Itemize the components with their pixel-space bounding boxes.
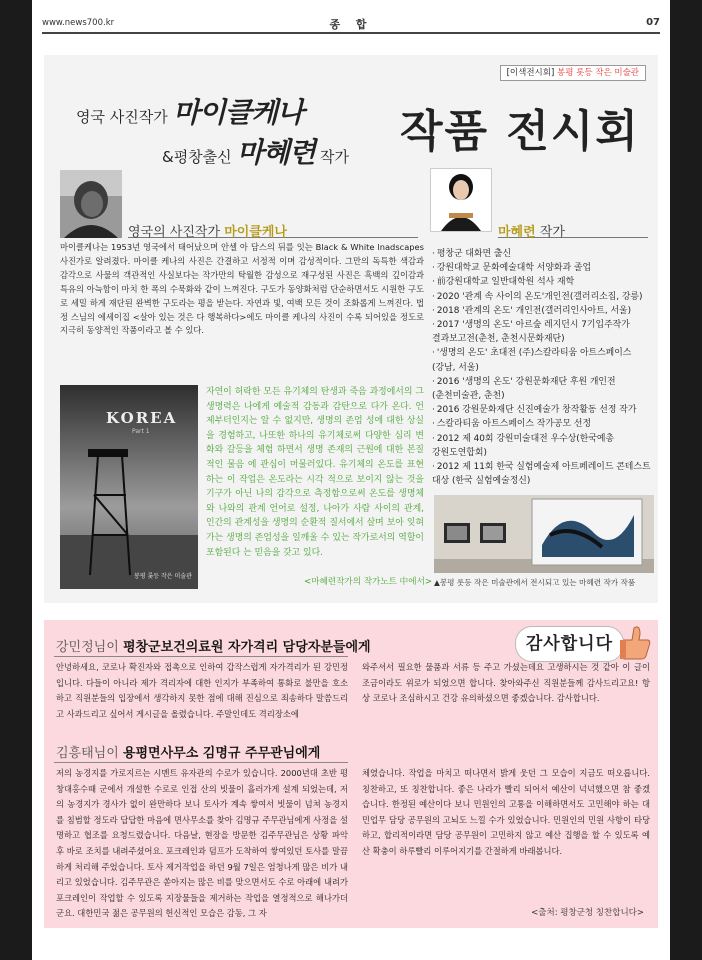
letter1-to: 평창군보건의료원 자가격리 담당자분들에게 [122,640,371,655]
cv-item: · 평창군 대화면 출신 [432,247,656,261]
cv-item: · 2012 제 40회 강원미술대전 우수상(한국예총 강원도연합회) [432,432,656,460]
header-url: www.news700.kr [42,18,115,28]
header-rule [42,32,660,34]
newspaper-page [32,0,670,960]
letter1-right-column: 와주셔서 필요한 물품과 서류 등 주고 가셨는데요 고생하시는 것 같아 이 글이 조금이라도 위로가 되었으면 합니다. 찾아와주신 직원분들께 감사드리고요! 항상 코로나 조심하시고 건강 유의하셨으면 좋겠습니다. 감사합니다. [362,662,650,704]
letter2-heading [56,742,320,761]
gallery-photo-caption: ▲봉평 롯등 작은 미술관에서 전시되고 있는 마혜련 작가 작품 [434,578,636,587]
poster-caption: 봉평 롯등 작은 미술관 [134,573,192,580]
running-header [42,16,660,32]
headline-line2-suffix: 작가 [320,148,349,166]
headline-name-kenna: 마이클케나 [172,96,304,129]
kenna-portrait [60,170,122,238]
kenna-bio: 마이클케나는 1953년 영국에서 태어났으며 안셀 아 담스의 뒤를 잇는 Black & White lnadscapes 사진가로 알려졌다. 마이클 케나의 사진은 간결하고 서정적 이며 감성적이다. 그만의 독특한 색감과 감각으로 사물의 객관적인 사실보다는 작가만의 탁월한 감성으로 재구성된 사진은 흑백의 깊이감과 특유의 아늑함이 마치 한 폭의 수묵화와 같이 느껴진다. 구도가 동양화처럼 단순하면서도 시원한 구도로 세밀 하게 재단된 완벽한 구도라는 평을 받는다. 자연과 빛, 여백 모든 것이 조화롭게 느껴진다. 법정 스님의 에세이집 <살아 있는 것은 다 행복하다>에도 마이클 케나의 사진이 수록 되어있을 정도로 지극히 동양적인 작품이라고 볼 수 있다. [60,242,424,336]
poster-title: KOREA [106,409,178,427]
headline-line2-small: &평창출신 [162,148,232,166]
cv-item: · '생명의 온도' 초대전 (주)스칼라티움 아트스페이스 (강남, 서울) [432,346,656,374]
thanks-source: <출처: 평창군청 칭찬합니다> [531,908,644,918]
series-prefix: [이색전시회] [506,68,555,78]
cv-item: · 강원대학교 문화예술대학 서양화과 졸업 [432,261,656,275]
ma-artist-note: 자연이 허락한 모든 유기체의 탄생과 죽음 과정에서의 그 생명력은 나에게 예술적 감동과 감탄으로 다가 온다. 언제부터인지는 알 수 없지만, 생명의 존엄 성에 대한 상실을 경험하고, 나또한 하나의 유기체로써 다양한 심리 변화와 갈등을 체험 하면서 생명 존재의 근원에 대한 본질적인 물음 에 관심이 머물러있다. 유기체의 온도를 표현하는 이 작업은 온도라는 시각 적으로 보이지 않는 것을 기구가 아닌 나의 감각으로 측정함으로써 온도를 생명체와 나와의 관계 언어로 설정, 나아가 사람 사이의 관계, 인간의 관계성을 생명의 순환적 질서에서 살며 보아 잊혀가는 생명의 존엄성을 일깨울 수 있는 작가로서의 역할이 포함된다 는 믿음을 갖고 있다. [206,387,424,558]
headline-line1-small: 영국 사진작가 [76,108,168,126]
letter1-heading [56,636,371,655]
thanks-badge: 감사합니다 [515,626,624,662]
ma-sub-name: 마혜련 [498,225,536,240]
series-highlight: 봉평 롯등 작은 미술관 [556,68,639,78]
header-page-number: 07 [646,17,660,28]
ma-subheading [498,221,648,238]
header-section: 종 합 [329,18,373,31]
cv-item: · 2020 '관계 속 사이의 온도'개인전(갤러리소집, 강릉) [432,290,656,304]
letter2-right-column: 체였습니다. 작업을 마치고 떠나면서 밝게 웃던 그 모습이 지금도 떠오릅니다. 칭찬하고, 또 칭찬합니다. 좋은 나라가 빨리 되어서 예산이 넉넉했으면 참 좋겠습니다. 한정된 예산이다 보니 민원인의 고통을 이해하면서도 고민해야 하는 대민업무 담당 공무원의 고뇌도 느낄 수가 있었습니다. 민원인의 민원 사항이 타당하고, 합리적이라면 담당 공무원이 고민하지 않고 예산 집행을 할 수 있도록 예산 확충이 하루빨리 이루어지기를 간절하게 바래봅니다. [362,768,650,856]
letter1-rule [54,656,348,657]
headline-line2 [162,131,349,171]
cv-item: · 2012 제 11회 한국 실험예술제 아트페레이드 콘테스트 대상 (한국 실험예술정신) [432,460,656,488]
thumbs-up-icon [618,622,652,662]
kenna-sub-prefix: 영국의 사진작가 [128,225,221,240]
ma-note-credit: <마혜련작가의 작가노트 中에서> [304,577,433,587]
kenna-sub-name: 마이클케나 [224,225,287,240]
cv-item: · 스칼라티움 아트스페이스 작가공모 선정 [432,417,656,431]
series-label [500,65,646,81]
letter2-from: 김흥태님이 [56,746,119,761]
letter2-left-column: 저의 농경지를 가로지르는 시멘트 유자관의 수로가 있습니다. 2000년대 초반 평창대홍수때 군에서 개설한 수로로 인접 산의 빗물이 흘러가게 설계 되었는데, 저의 농경지가 경사가 없이 완만하다 보니 토사가 계속 쌓여서 빗물이 넘쳐 농경지를 침범할 정도라 답답한 마음에 면사무소를 찾아 김명규 주무관님에게 사정을 설명하고 협조를 요청드렸습니다. 다음날, 현장을 방문한 김주무관님은 상황 파악 후 바로 조치를 내려주셨어요. 포크레인과 덤프가 도착하여 쌓여있던 토사를 말끔하게 처리해 주었습니다. 토사 제거작업을 하던 9월 7일은 엄청나게 많은 비가 내리고 있었습니다. 김주무관은 쏟아지는 많은 비를 맞으면서도 수로 아래에 내려가 포크레인이 작업할 수 있도록 지장물들을 제거하는 작업을 열정적으로 해나가더군요. 대한민국 젊은 공무원의 헌신적인 모습은 감동, 그 자 [56,768,348,919]
exhibition-gallery-photo [434,495,654,573]
letter1-from: 강민정님이 [56,640,119,655]
thanks-section [44,620,658,928]
cv-item: · 2017 '생명의 온도' 아르숲 레지던시 7기입주작가 결과보고전(춘천, 춘천시문화재단) [432,318,656,346]
cv-item: · 2016 '생명의 온도' 강원문화재단 후원 개인전 (춘천미술관, 춘천) [432,375,656,403]
letter2-rule [54,762,348,763]
exhibition-article [44,55,658,603]
ma-sub-suffix: 작가 [539,225,565,240]
letter1-left-column: 안녕하세요, 코로나 확진자와 접촉으로 인하여 갑작스럽게 자가격리가 된 강민정입니다. 다들이 아니라 제가 격리자에 대한 인지가 부족하여 통화로 불만을 호소하고 직원분들의 입장에서 생각하지 못한 점에 대해 진심으로 죄송하다 말씀드리고 사과드리고 싶어서 게시글을 올렸습니다. 주말인데도 격리장소에 [56,662,348,719]
cv-item: · 前강원대학교 일반대학원 석사 재학 [432,275,656,289]
ma-cv-list [432,247,656,488]
headline-big: 작품 전시회 [400,106,640,157]
kenna-poster [60,385,198,589]
headline-line1 [76,91,303,131]
kenna-subheading [128,221,418,238]
cv-item: · 2016 강원문화재단 신진예술가 창작활동 선정 작가 [432,403,656,417]
cv-item: · 2018 '관계의 온도' 개인전(갤러리인사아트, 서울) [432,304,656,318]
letter2-to: 용평면사무소 김명규 주무관님에게 [122,746,321,761]
headline-name-ma: 마혜련 [236,136,315,169]
ma-portrait [430,168,492,232]
poster-subtitle: Part 1 [132,428,150,435]
